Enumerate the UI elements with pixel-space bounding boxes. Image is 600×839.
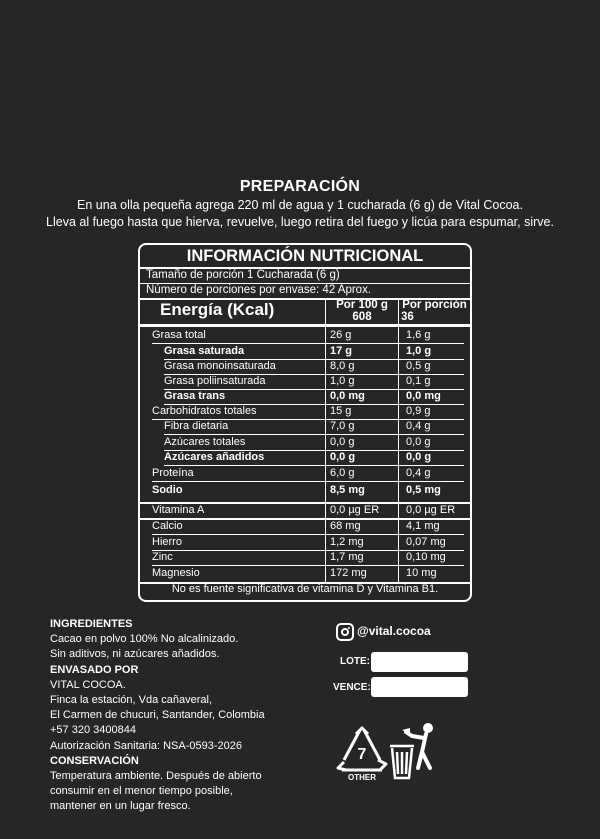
nutrient-label: Fibra dietaria <box>164 420 229 432</box>
nutrient-value-per-serving: 0,5 mg <box>406 484 441 496</box>
packed-line: Finca la estación, Vda cañaveral, <box>50 694 213 707</box>
divider-thick <box>140 324 470 327</box>
nutrient-value-per100: 0,0 g <box>330 436 355 448</box>
nutrient-value-per-serving: 0,1 g <box>406 375 431 387</box>
nutrient-value-per100: 68 mg <box>330 520 361 532</box>
conservation-title: CONSERVACIÓN <box>50 754 139 767</box>
nutrient-value-per100: 15 g <box>330 405 352 417</box>
packed-line: El Carmen de chucuri, Santander, Colombia <box>50 709 265 722</box>
nutrient-value-per100: 0,0 µg ER <box>330 504 380 516</box>
row-divider <box>152 534 464 535</box>
nutrient-value-per100: 0,0 g <box>330 451 356 463</box>
nutrient-value-per100: 1,0 g <box>330 375 355 387</box>
recycle-number: 7 <box>357 746 367 763</box>
nutrient-value-per100: 7,0 g <box>330 420 355 432</box>
nutrient-label: Vitamina A <box>152 504 205 516</box>
vence-box <box>371 677 468 697</box>
conservation-line: consumir en el menor tiempo posible, <box>50 785 233 798</box>
instagram-icon <box>336 623 354 641</box>
packed-title: ENVASADO POR <box>50 663 139 676</box>
row-divider <box>164 434 464 435</box>
recycle-icon <box>334 726 390 782</box>
nutrient-value-per-serving: 1,0 g <box>406 345 432 357</box>
nutrient-label: Zinc <box>152 551 173 563</box>
lote-label: LOTE: <box>340 656 370 667</box>
nutrient-value-per-serving: 0,4 g <box>406 467 431 479</box>
nutrient-label: Hierro <box>152 536 182 548</box>
preparation-line-1: En una olla pequeña agrega 220 ml de agua y 1 cucharada (6 g) de Vital Cocoa. <box>77 198 523 212</box>
nutrient-label: Proteína <box>152 467 194 479</box>
conservation-line: Temperatura ambiente. Después de abierto <box>50 770 262 783</box>
nutrient-value-per-serving: 0,4 g <box>406 420 431 432</box>
row-divider <box>152 481 464 482</box>
nutrient-label: Magnesio <box>152 567 200 579</box>
servings-per-container: Número de porciones por envase: 42 Aprox. <box>146 284 372 296</box>
nutrient-value-per-serving: 0,0 g <box>406 436 431 448</box>
nutrient-value-per-serving: 0,0 g <box>406 451 432 463</box>
nutrient-label: Grasa saturada <box>164 345 245 357</box>
nutrient-label: Azúcares añadidos <box>164 451 265 463</box>
nutrient-value-per-serving: 0,10 mg <box>406 551 446 563</box>
nutrition-facts-table <box>138 243 472 602</box>
nutrient-value-per-serving: 0,0 µg ER <box>406 504 456 516</box>
nutrient-value-per100: 8,0 g <box>330 360 355 372</box>
ingredients-line: Sin aditivos, ni azúcares añadidos. <box>50 648 220 661</box>
nutrient-value-per100: 6,0 g <box>330 467 355 479</box>
packed-line: +57 320 3400844 <box>50 724 136 737</box>
energy-label: Energía (Kcal) <box>160 300 275 319</box>
row-divider <box>164 465 464 466</box>
preparation-text <box>20 197 580 231</box>
nutrient-value-per-serving: 4,1 mg <box>406 520 440 532</box>
serving-size: Tamaño de porción 1 Cucharada (6 g) <box>146 269 340 281</box>
nutrient-label: Carbohidratos totales <box>152 405 257 417</box>
nutrient-label: Azúcares totales <box>164 436 246 448</box>
row-divider <box>152 343 464 344</box>
nutrient-value-per100: 1,2 mg <box>330 536 364 548</box>
nutrient-value-per-serving: 10 mg <box>406 567 437 579</box>
trash-disposal-icon <box>386 722 440 784</box>
nutrient-value-per-serving: 1,6 g <box>406 329 431 341</box>
conservation-line: mantener en un lugar fresco. <box>50 800 191 813</box>
nutrition-footnote: No es fuente significativa de vitamina D y Vitamina B1. <box>171 583 439 595</box>
nutrient-value-per100: 1,7 mg <box>330 551 364 563</box>
nutrient-label: Sodio <box>152 484 183 496</box>
nutrient-label: Grasa trans <box>164 390 226 402</box>
nutrient-value-per-serving: 0,5 g <box>406 360 431 372</box>
nutrient-value-per-serving: 0,0 mg <box>406 390 441 402</box>
product-info <box>50 617 330 815</box>
column-divider <box>325 299 326 583</box>
instagram-handle: @vital.cocoa <box>357 624 431 638</box>
nutrient-value-per-serving: 0,07 mg <box>406 536 446 548</box>
row-divider <box>152 565 464 566</box>
col-per100-header: Por 100 g 608 <box>336 299 388 323</box>
nutrient-value-per100: 172 mg <box>330 567 367 579</box>
ingredients-line: Cacao en polvo 100% No alcalinizado. <box>50 633 239 646</box>
nutrient-value-per-serving: 0,9 g <box>406 405 431 417</box>
recycle-label: OTHER <box>348 773 376 782</box>
lote-box <box>371 652 468 672</box>
nutrient-label: Calcio <box>152 520 183 532</box>
ingredients-title: INGREDIENTES <box>50 618 133 630</box>
nutrition-title: INFORMACIÓN NUTRICIONAL <box>186 247 424 265</box>
nutrient-label: Grasa poliinsaturada <box>164 375 266 387</box>
packed-line: VITAL COCOA. <box>50 678 126 691</box>
nutrient-value-per100: 0,0 mg <box>330 390 365 402</box>
nutrient-value-per100: 8,5 mg <box>330 484 365 496</box>
nutrient-value-per100: 17 g <box>330 345 353 357</box>
col-serving-header: Por porción 36 <box>401 299 467 323</box>
column-divider <box>398 299 399 583</box>
nutrient-label: Grasa monoinsaturada <box>164 360 276 372</box>
vence-label: VENCE: <box>333 682 371 693</box>
preparation-title: PREPARACIÓN <box>239 178 361 195</box>
nutrient-label: Grasa total <box>152 329 206 341</box>
packed-line: Autorización Sanitaria: NSA-0593-2026 <box>50 739 243 752</box>
preparation-line-2: Lleva al fuego hasta que hierva, revuelve, luego retira del fuego y licúa para espumar, sirve. <box>46 215 554 229</box>
nutrient-value-per100: 26 g <box>330 329 352 341</box>
